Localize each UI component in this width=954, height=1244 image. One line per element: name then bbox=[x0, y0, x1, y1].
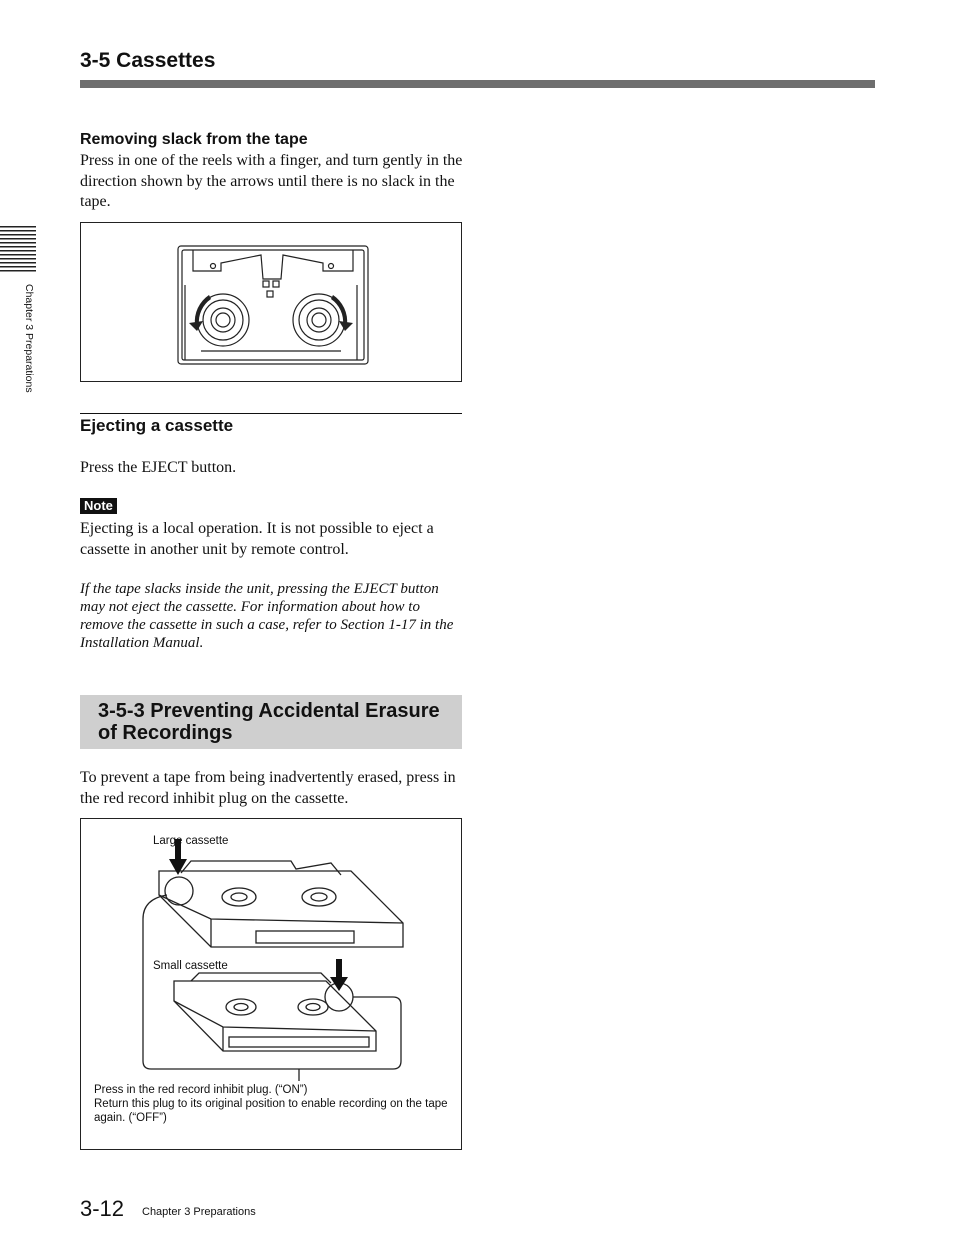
large-cassette-label: Large cassette bbox=[153, 835, 229, 847]
slack-heading: Removing slack from the tape bbox=[80, 131, 308, 148]
caption-line-off: Return this plug to its original position to enable recording on the tape again. (“OFF”) bbox=[94, 1098, 448, 1124]
caption-line-on: Press in the red record inhibit plug. (“ON”) bbox=[94, 1084, 308, 1096]
footer-chapter: Chapter 3 Preparations bbox=[142, 1206, 256, 1218]
chapter-side-tab: Chapter 3 Preparations bbox=[23, 284, 35, 393]
small-cassette-label: Small cassette bbox=[153, 960, 228, 972]
section-rule bbox=[80, 413, 462, 414]
eject-instruction: Press the EJECT button. bbox=[80, 459, 237, 476]
section-title: 3-5-3 Preventing Accidental Erasure of Recordings bbox=[98, 700, 440, 744]
note-text: Ejecting is a local operation. It is not possible to eject a cassette in another unit by remote control. bbox=[80, 520, 434, 558]
chapter-tab-stripes bbox=[0, 226, 36, 272]
reel-figure bbox=[80, 222, 462, 382]
eject-heading: Ejecting a cassette bbox=[80, 416, 234, 435]
section-body: To prevent a tape from being inadvertently erased, press in the red record inhibit plug on the cassette. bbox=[80, 769, 456, 807]
header-rule bbox=[80, 80, 875, 88]
page-number: 3-12 bbox=[80, 1196, 125, 1221]
page-title: 3-5 Cassettes bbox=[80, 49, 216, 72]
figure-caption bbox=[94, 1083, 456, 1125]
cassette-reels-illustration bbox=[81, 223, 461, 381]
note-badge: Note bbox=[80, 498, 117, 514]
italic-remark: If the tape slacks inside the unit, pressing the EJECT button may not eject the cassette. For information about how to remove the cassette in such a case, refer to Section 1-17 in the Installation Manual. bbox=[80, 581, 454, 651]
slack-body: Press in one of the reels with a finger, and turn gently in the direction shown by the arrows until there is no slack in the tape. bbox=[80, 152, 463, 210]
